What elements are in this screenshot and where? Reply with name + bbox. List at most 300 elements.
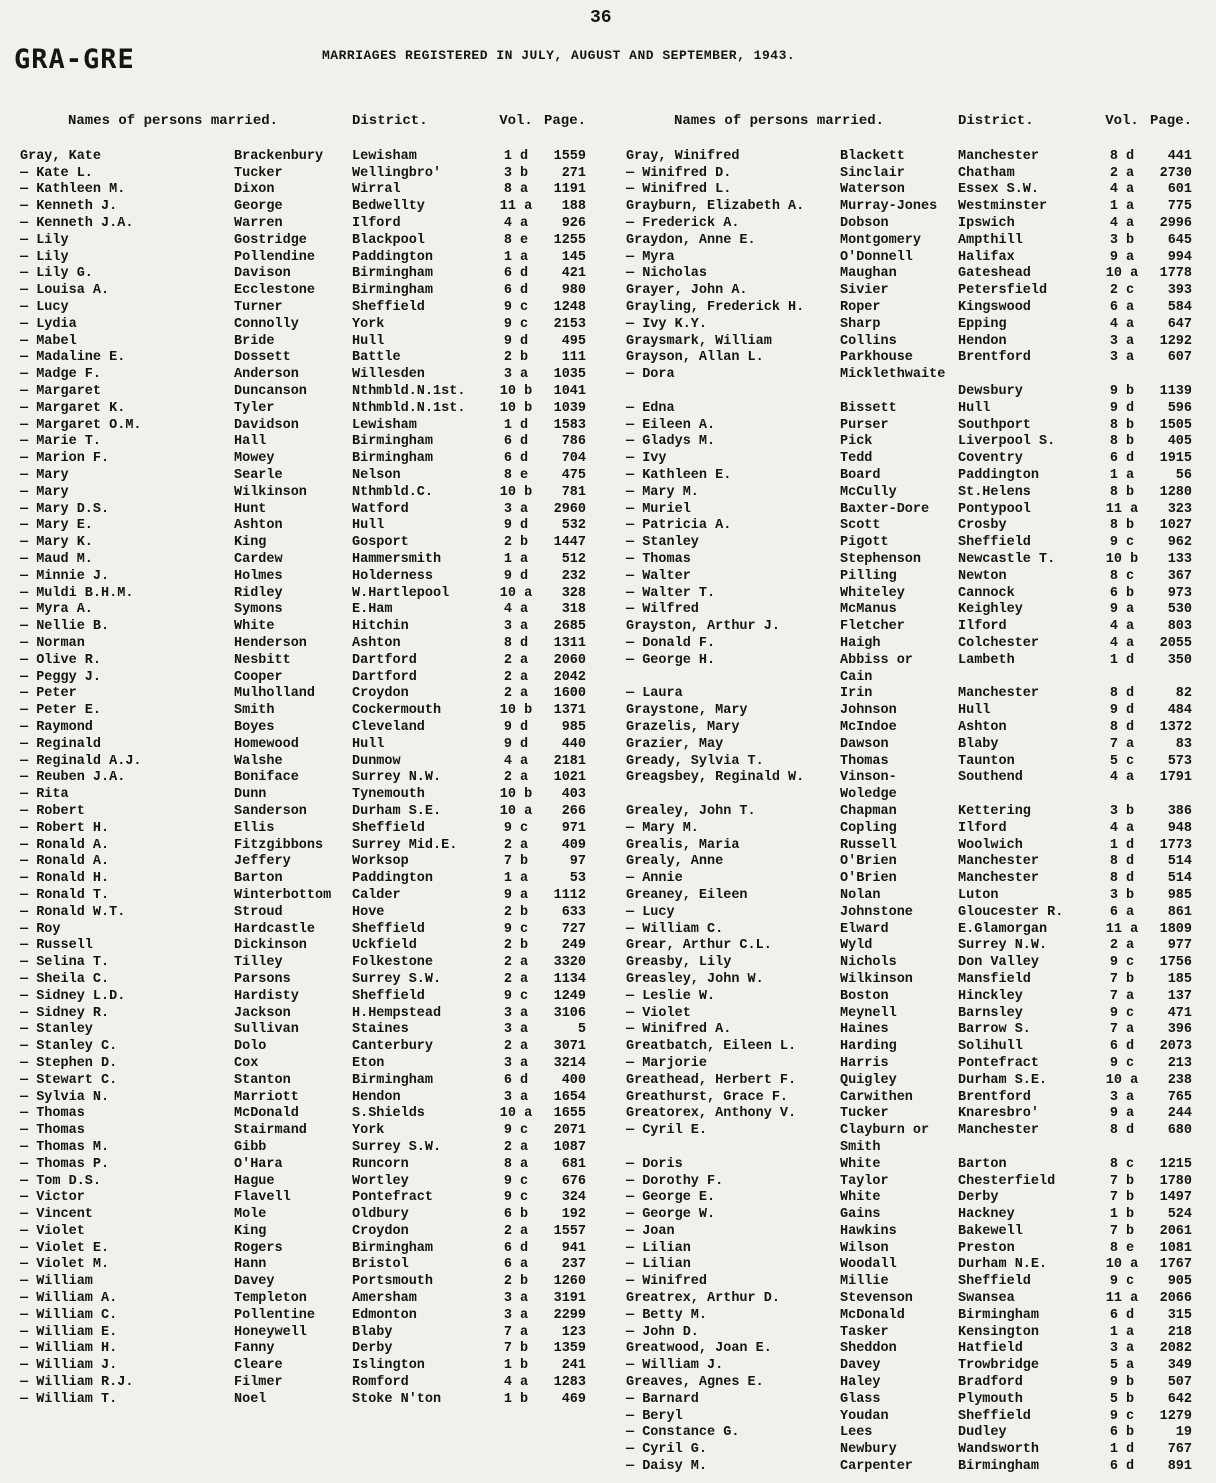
entry-page: 2299 — [553, 1307, 586, 1323]
entry-name: — Annie — [626, 871, 683, 887]
marriage-entry-row — [20, 820, 612, 837]
marriage-entry-row — [20, 1055, 612, 1072]
entry-district: Barrow S. — [958, 1022, 1031, 1038]
entry-district: Eton — [352, 1055, 385, 1071]
entry-name: — Raymond — [20, 719, 93, 735]
entry-spouse: Thomas — [840, 753, 889, 769]
entry-vol: 6 d — [503, 1072, 529, 1088]
entry-district: Gateshead — [958, 266, 1031, 282]
entry-page: 2685 — [553, 619, 586, 635]
entry-vol: 8 d — [1109, 719, 1135, 735]
entry-spouse: Stanton — [234, 1072, 291, 1088]
marriage-entry-row — [626, 1055, 1216, 1072]
entry-district: Birmingham — [352, 1240, 434, 1256]
marriage-entry-row — [20, 1240, 612, 1257]
vol-header: Vol. — [1105, 113, 1139, 129]
entry-spouse: McCully — [840, 484, 897, 500]
entry-spouse: McDonald — [234, 1106, 299, 1122]
entry-vol: 8 e — [503, 232, 529, 248]
marriage-entry-row — [20, 249, 612, 266]
marriage-entry-row — [626, 618, 1216, 635]
entry-name: — Lily — [20, 249, 69, 265]
entry-spouse: Boyes — [234, 719, 275, 735]
entry-district: Sheffield — [958, 1274, 1031, 1290]
entry-district: Durham S.E. — [958, 1072, 1048, 1088]
marriage-entry-row — [20, 1189, 612, 1206]
entry-page: 941 — [561, 1240, 586, 1256]
entry-name: — Lucy — [626, 904, 675, 920]
entry-district: Ipswich — [958, 216, 1015, 232]
entry-page: 524 — [1167, 1207, 1192, 1223]
entry-vol: 3 a — [1109, 1341, 1135, 1357]
entry-name: — Sidney L.D. — [20, 988, 126, 1004]
entry-spouse: Ellis — [234, 820, 275, 836]
entry-spouse: Noel — [234, 1391, 267, 1407]
entry-vol: 10 b — [499, 400, 533, 416]
entry-vol: 8 d — [1109, 1123, 1135, 1139]
entry-name: Greagsbey, Reginald W. — [626, 770, 805, 786]
entry-name: — Madge F. — [20, 367, 102, 383]
entry-vol: 2 a — [1109, 938, 1135, 954]
entry-name: — Mary — [20, 468, 69, 484]
entry-spouse: White — [234, 619, 275, 635]
entry-district: Knaresbro' — [958, 1106, 1040, 1122]
marriage-entry-row — [626, 1458, 1216, 1475]
entry-vol: 3 a — [503, 367, 529, 383]
marriage-entry-row — [626, 1357, 1216, 1374]
entry-district: Islington — [352, 1358, 425, 1374]
entry-page: 1039 — [553, 400, 586, 416]
entry-spouse: Marriott — [234, 1089, 299, 1105]
entry-spouse: Jackson — [234, 1005, 291, 1021]
entry-page: 514 — [1167, 854, 1192, 870]
entry-name: — Gladys M. — [626, 434, 716, 450]
entry-page: 475 — [561, 468, 586, 484]
entry-name: — Eileen A. — [626, 417, 716, 433]
marriage-entry-row — [20, 148, 612, 165]
entry-spouse: Cain — [840, 669, 873, 685]
entry-page: 1215 — [1159, 1156, 1192, 1172]
entry-vol: 8 d — [1109, 686, 1135, 702]
entry-district: Pontefract — [958, 1055, 1040, 1071]
entry-district: Liverpool S. — [958, 434, 1056, 450]
entry-district: Bradford — [958, 1375, 1023, 1391]
entry-page: 1292 — [1159, 333, 1192, 349]
entry-spouse: Tucker — [840, 1106, 889, 1122]
entry-district: Pontypool — [958, 501, 1031, 517]
entry-spouse: O'Hara — [234, 1156, 283, 1172]
entry-name: — Lilian — [626, 1240, 691, 1256]
entry-spouse: Hann — [234, 1257, 267, 1273]
entry-vol: 9 a — [503, 887, 529, 903]
entry-spouse: Dobson — [840, 216, 889, 232]
entry-spouse: Nichols — [840, 955, 897, 971]
entry-vol: 6 d — [503, 451, 529, 467]
entry-vol: 8 c — [1109, 568, 1135, 584]
entry-vol: 1 d — [503, 148, 529, 164]
entry-vol: 11 a — [499, 199, 533, 215]
entry-vol: 10 a — [1105, 1072, 1139, 1088]
marriage-entry-row — [20, 1122, 612, 1139]
entry-spouse: Stephenson — [840, 552, 922, 568]
entry-page: 532 — [561, 518, 586, 534]
entry-spouse: Hague — [234, 1173, 275, 1189]
entry-district: Ilford — [958, 619, 1007, 635]
entry-spouse: Taylor — [840, 1173, 889, 1189]
entry-page: 241 — [561, 1358, 586, 1374]
entry-spouse: Youdan — [840, 1408, 889, 1424]
entry-spouse: Hardcastle — [234, 921, 316, 937]
entry-page: 1371 — [553, 703, 586, 719]
left-column-header — [20, 110, 612, 132]
entry-vol: 4 a — [1109, 820, 1135, 836]
entry-page: 1655 — [553, 1106, 586, 1122]
marriage-entry-row — [20, 450, 612, 467]
entry-vol: 1 b — [503, 1358, 529, 1374]
entry-district: Calder — [352, 887, 401, 903]
entry-page: 2061 — [1159, 1223, 1192, 1239]
entry-spouse: Sullivan — [234, 1022, 299, 1038]
entry-page: 2153 — [553, 316, 586, 332]
entry-page: 962 — [1167, 535, 1192, 551]
entry-vol: 8 d — [503, 636, 529, 651]
entry-district: Hull — [958, 400, 991, 416]
entry-page: 1447 — [553, 535, 586, 551]
entry-page: 803 — [1167, 619, 1192, 635]
entry-district: Brentford — [958, 350, 1031, 366]
left-entries — [20, 148, 612, 1408]
entry-name: — Kathleen E. — [626, 468, 732, 484]
entry-spouse: Fletcher — [840, 619, 905, 635]
entry-district: Newton — [958, 568, 1007, 584]
entry-vol: 1 a — [503, 552, 529, 568]
entry-spouse: Purser — [840, 417, 889, 433]
marriage-entry-row — [20, 1357, 612, 1374]
marriage-entry-row — [626, 1156, 1216, 1173]
entry-vol: 11 a — [1105, 921, 1139, 937]
marriage-entry-row — [20, 182, 612, 199]
entry-page: 111 — [561, 350, 586, 366]
entry-spouse: Ashton — [234, 518, 283, 534]
entry-name: — Marjorie — [626, 1055, 708, 1071]
entry-name: — William C. — [626, 921, 724, 937]
entry-page: 386 — [1167, 803, 1192, 819]
entry-district: S.Shields — [352, 1106, 425, 1122]
entry-vol: 9 c — [1109, 1005, 1135, 1021]
entry-name: — Mary D.S. — [20, 501, 110, 517]
entry-vol: 3 a — [1109, 333, 1135, 349]
entry-name: — Muriel — [626, 501, 691, 517]
entry-name: Grazelis, Mary — [626, 719, 740, 735]
entry-name: Greathead, Herbert F. — [626, 1072, 797, 1088]
entry-page: 584 — [1167, 300, 1192, 316]
entry-spouse: Parsons — [234, 971, 291, 987]
entry-page: 514 — [1167, 871, 1192, 887]
entry-vol: 4 a — [1109, 770, 1135, 786]
marriage-entry-row — [20, 954, 612, 971]
entry-spouse: Dawson — [840, 736, 889, 752]
marriage-entry-row — [20, 232, 612, 249]
entry-page: 767 — [1167, 1442, 1192, 1458]
entry-name: Grazier, May — [626, 736, 724, 752]
marriage-entry-row — [626, 1206, 1216, 1223]
entry-district: Petersfield — [958, 283, 1048, 299]
entry-vol: 9 a — [1109, 249, 1135, 265]
entry-district: Newcastle T. — [958, 552, 1056, 568]
entry-page: 3191 — [553, 1291, 586, 1307]
entry-district: Birmingham — [352, 451, 434, 467]
entry-spouse: Elward — [840, 921, 889, 937]
entry-vol: 6 d — [1109, 1039, 1135, 1055]
entry-name: — Stanley — [626, 535, 699, 551]
entry-page: 350 — [1167, 652, 1192, 668]
entry-name: — Selina T. — [20, 955, 110, 971]
entry-vol: 3 a — [503, 1022, 529, 1038]
entry-vol: 3 b — [1109, 887, 1135, 903]
entry-district: Southend — [958, 770, 1023, 786]
entry-name: — Peter — [20, 686, 77, 702]
entry-district: Chatham — [958, 165, 1015, 181]
marriage-entry-row — [20, 568, 612, 585]
entry-page: 441 — [1167, 148, 1192, 164]
entry-vol: 3 a — [503, 1089, 529, 1105]
entry-name: — Mary E. — [20, 518, 93, 534]
entry-spouse: Sinclair — [840, 165, 905, 181]
entry-district: Staines — [352, 1022, 409, 1038]
entry-district: Paddington — [958, 468, 1040, 484]
entry-district: Manchester — [958, 148, 1040, 164]
entry-spouse: Walshe — [234, 753, 283, 769]
entry-spouse: Collins — [840, 333, 897, 349]
entry-vol: 2 a — [503, 1139, 529, 1155]
marriage-entry-row — [626, 1139, 1216, 1156]
entry-spouse: Henderson — [234, 636, 307, 651]
entry-district: Paddington — [352, 249, 434, 265]
entry-page: 573 — [1167, 753, 1192, 769]
entry-vol: 7 b — [1109, 1223, 1135, 1239]
entry-spouse: Sanderson — [234, 803, 307, 819]
entry-page: 3106 — [553, 1005, 586, 1021]
entry-page: 192 — [561, 1207, 586, 1223]
entry-district: Willesden — [352, 367, 425, 383]
entry-name: — Violet M. — [20, 1257, 110, 1273]
entry-vol: 2 b — [503, 904, 529, 920]
entry-name: — William E. — [20, 1324, 118, 1340]
marriage-entry-row — [20, 434, 612, 451]
entry-page: 607 — [1167, 350, 1192, 366]
marriage-entry-row — [626, 1307, 1216, 1324]
marriage-entry-row — [626, 350, 1216, 367]
entry-district: Manchester — [958, 871, 1040, 887]
entry-spouse: Holmes — [234, 568, 283, 584]
entry-page: 1112 — [553, 887, 586, 903]
marriage-entry-row — [626, 769, 1216, 786]
entry-page: 1557 — [553, 1223, 586, 1239]
entry-spouse: Smith — [234, 703, 275, 719]
entry-vol: 6 b — [503, 1207, 529, 1223]
marriage-entry-row — [626, 1005, 1216, 1022]
entry-vol: 2 a — [503, 837, 529, 853]
entry-district: Croydon — [352, 1223, 409, 1239]
entry-name: — Myra A. — [20, 602, 93, 618]
entry-name: — Reuben J.A. — [20, 770, 126, 786]
marriage-entry-row — [20, 669, 612, 686]
entry-district: Derby — [958, 1190, 999, 1206]
entry-district: Wellingbro' — [352, 165, 442, 181]
entry-spouse: Russell — [840, 837, 897, 853]
entry-district: Derby — [352, 1341, 393, 1357]
entry-spouse: Vinson- — [840, 770, 897, 786]
entry-vol: 1 d — [1109, 1442, 1135, 1458]
entry-vol: 8 d — [1109, 148, 1135, 164]
entry-spouse: Waterson — [840, 182, 905, 198]
marriage-entry-row — [20, 786, 612, 803]
entry-vol: 7 a — [1109, 988, 1135, 1004]
entry-page: 1756 — [1159, 955, 1192, 971]
entry-district: Plymouth — [958, 1391, 1023, 1407]
entry-page: 396 — [1167, 1022, 1192, 1038]
entry-spouse: Woodall — [840, 1257, 897, 1273]
entry-page: 1809 — [1159, 921, 1192, 937]
entry-name: — Lucy — [20, 300, 69, 316]
marriage-entry-row — [20, 1173, 612, 1190]
entry-name: — Myra — [626, 249, 675, 265]
marriage-entry-row — [20, 299, 612, 316]
entry-name: — Constance G. — [626, 1425, 740, 1441]
entry-vol: 2 a — [503, 770, 529, 786]
marriage-entry-row — [20, 417, 612, 434]
entry-name: — Thomas — [20, 1123, 85, 1139]
entry-name: — Russell — [20, 938, 93, 954]
entry-district: Durham N.E. — [958, 1257, 1048, 1273]
entry-page: 237 — [561, 1257, 586, 1273]
entry-page: 249 — [561, 938, 586, 954]
entry-spouse: Baxter-Dore — [840, 501, 930, 517]
marriage-entry-row — [626, 1273, 1216, 1290]
entry-page: 82 — [1175, 686, 1192, 702]
marriage-entry-row — [626, 1122, 1216, 1139]
marriage-entry-row — [20, 1257, 612, 1274]
entry-page: 1311 — [553, 636, 586, 651]
entry-district: Solihull — [958, 1039, 1023, 1055]
entry-page: 1600 — [553, 686, 586, 702]
entry-spouse: Flavell — [234, 1190, 291, 1206]
entry-district: Hatfield — [958, 1341, 1023, 1357]
entry-vol: 9 a — [1109, 602, 1135, 618]
entry-district: Lewisham — [352, 417, 417, 433]
entry-district: Kettering — [958, 803, 1031, 819]
entry-spouse: Wilkinson — [840, 971, 913, 987]
entry-page: 133 — [1167, 552, 1192, 568]
entry-vol: 2 a — [503, 1039, 529, 1055]
entry-page: 1915 — [1159, 451, 1192, 467]
entry-vol: 5 a — [1109, 1358, 1135, 1374]
entry-vol: 8 c — [1109, 1156, 1135, 1172]
entry-spouse: Johnstone — [840, 904, 913, 920]
entry-page: 596 — [1167, 400, 1192, 416]
entry-spouse: Boniface — [234, 770, 299, 786]
entry-vol: 3 a — [503, 1291, 529, 1307]
marriage-entry-row — [20, 350, 612, 367]
entry-spouse: Cleare — [234, 1358, 283, 1374]
entry-district: Folkestone — [352, 955, 434, 971]
entry-name: — Margaret O.M. — [20, 417, 142, 433]
entry-vol: 3 b — [1109, 232, 1135, 248]
entry-spouse: Davey — [234, 1274, 275, 1290]
entry-page: 324 — [561, 1190, 586, 1206]
entry-district: Worksop — [352, 854, 409, 870]
entry-vol: 6 d — [503, 283, 529, 299]
entry-page: 469 — [561, 1391, 586, 1407]
entry-page: 123 — [561, 1324, 586, 1340]
entry-page: 2181 — [553, 753, 586, 769]
entry-district: Oldbury — [352, 1207, 409, 1223]
marriage-entry-row — [626, 1072, 1216, 1089]
entry-district: Blaby — [958, 736, 999, 752]
entry-spouse: Montgomery — [840, 232, 922, 248]
entry-page: 926 — [561, 216, 586, 232]
entry-vol: 2 a — [503, 955, 529, 971]
marriage-entry-row — [626, 148, 1216, 165]
entry-name: — Edna — [626, 400, 675, 416]
entry-spouse: Wilson — [840, 1240, 889, 1256]
entry-name: Gready, Sylvia T. — [626, 753, 764, 769]
entry-spouse: Meynell — [840, 1005, 897, 1021]
marriage-entry-row — [626, 652, 1216, 669]
entry-spouse: Hall — [234, 434, 267, 450]
entry-name: Grear, Arthur C.L. — [626, 938, 772, 954]
entry-district: Hackney — [958, 1207, 1015, 1223]
entry-spouse: Maughan — [840, 266, 897, 282]
entry-name: — Ronald H. — [20, 871, 110, 887]
entry-district: Sheffield — [958, 1408, 1031, 1424]
entry-vol: 1 a — [1109, 468, 1135, 484]
entry-page: 530 — [1167, 602, 1192, 618]
entry-name: Graysmark, William — [626, 333, 772, 349]
entry-page: 318 — [561, 602, 586, 618]
entry-spouse: Lees — [840, 1425, 873, 1441]
entry-page: 781 — [561, 484, 586, 500]
entry-vol: 2 a — [503, 1223, 529, 1239]
entry-name: — Thomas — [20, 1106, 85, 1122]
entry-district: Barnsley — [958, 1005, 1023, 1021]
entry-page: 786 — [561, 434, 586, 450]
entry-spouse: Pigott — [840, 535, 889, 551]
entry-vol: 8 a — [503, 182, 529, 198]
marriage-entry-row — [626, 366, 1216, 383]
marriage-entry-row — [20, 366, 612, 383]
entry-page: 985 — [1167, 887, 1192, 903]
entry-name: — Lily G. — [20, 266, 93, 282]
marriage-entry-row — [626, 165, 1216, 182]
entry-page: 440 — [561, 736, 586, 752]
entry-vol: 8 b — [1109, 417, 1135, 433]
entry-district: Hendon — [352, 1089, 401, 1105]
entry-district: Sheffield — [352, 988, 425, 1004]
entry-name: — George H. — [626, 652, 716, 668]
entry-name: — Sheila C. — [20, 971, 110, 987]
entry-name: Greasley, John W. — [626, 971, 764, 987]
marriage-entry-row — [626, 1324, 1216, 1341]
entry-name: — Winifred D. — [626, 165, 732, 181]
entry-district: Birmingham — [352, 283, 434, 299]
entry-name: — Victor — [20, 1190, 85, 1206]
entry-name: Grayling, Frederick H. — [626, 300, 805, 316]
entry-vol: 3 a — [503, 619, 529, 635]
vol-header: Vol. — [499, 113, 533, 129]
marriage-entry-row — [20, 1206, 612, 1223]
entry-district: Hove — [352, 904, 385, 920]
